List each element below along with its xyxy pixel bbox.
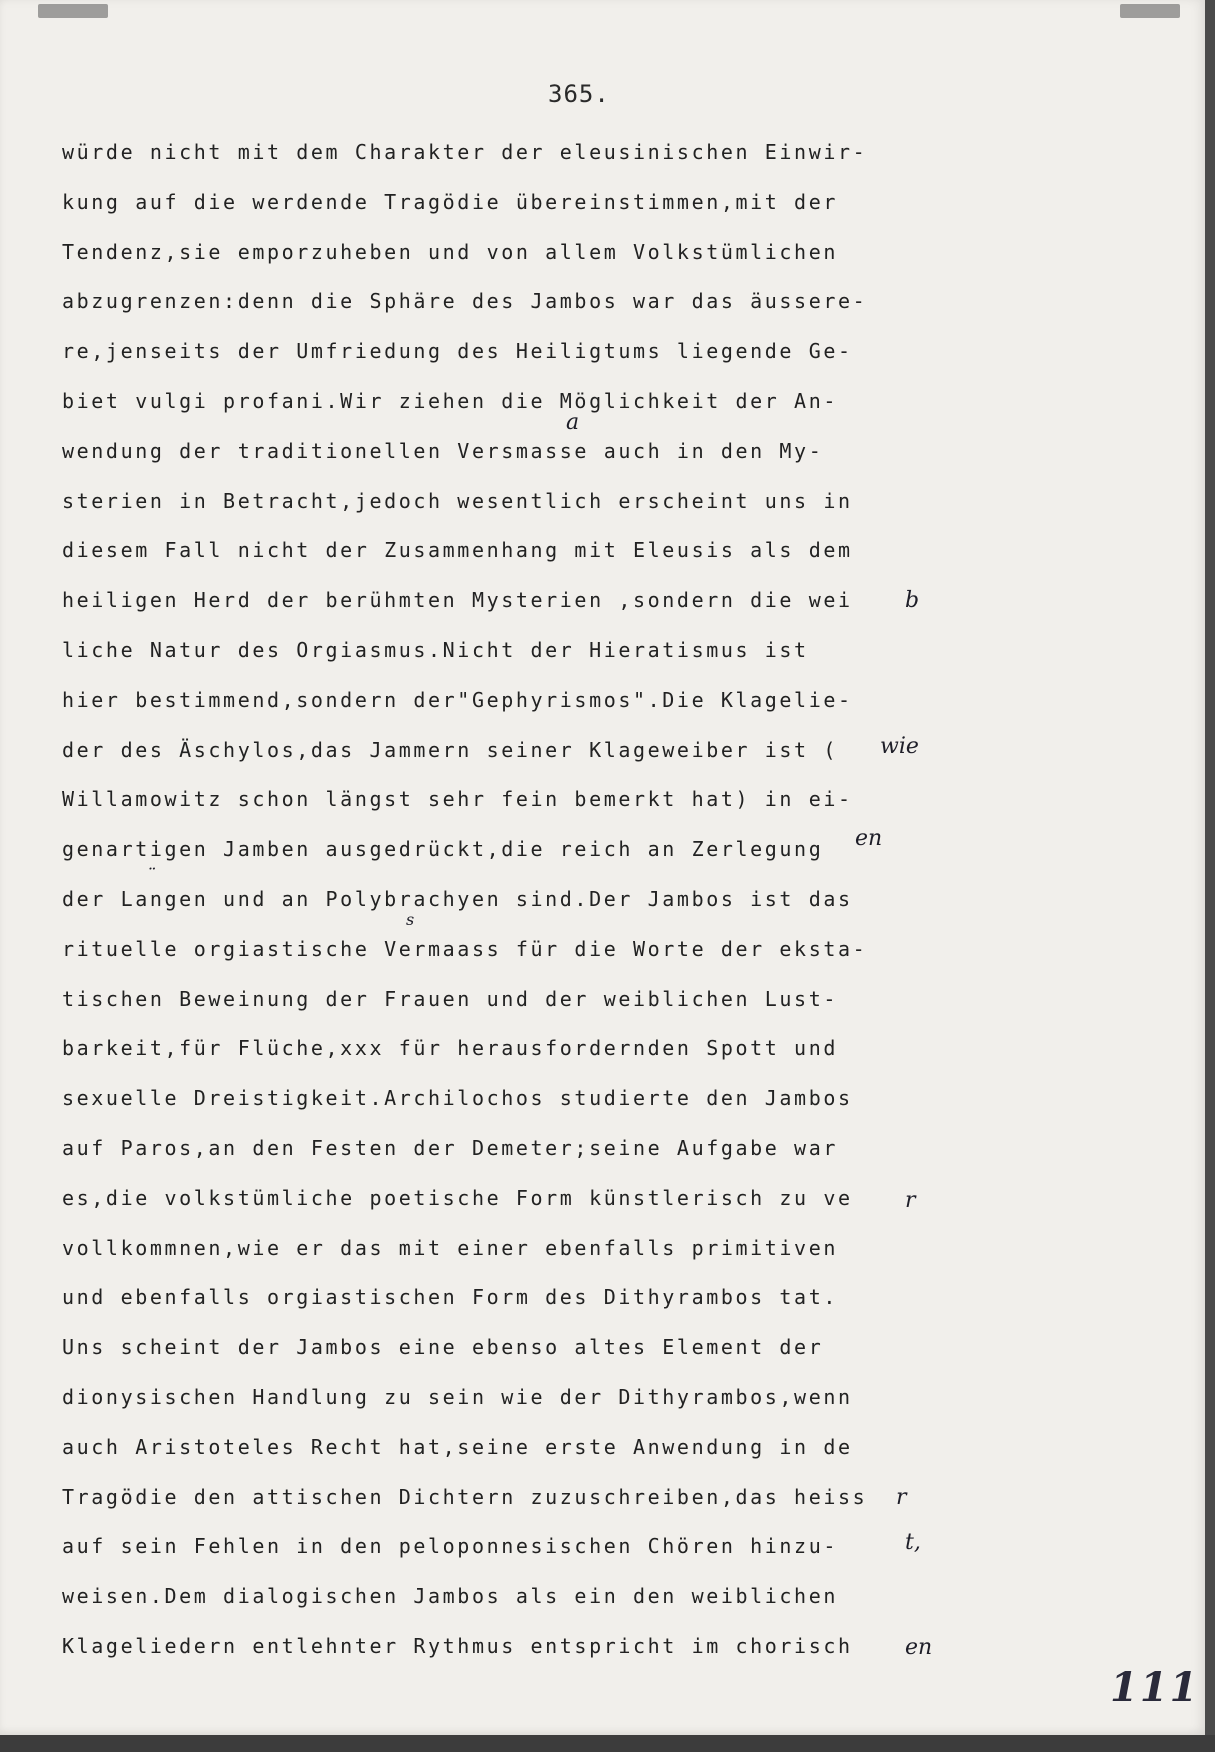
text-line: barkeit,für Flüche,xxx für herausfordernden Spott und xyxy=(62,1036,838,1061)
text-line: hier bestimmend,sondern der"Gephyrismos".Die Klagelie- xyxy=(62,687,853,712)
text-line: Klageliedern entlehnter Rythmus entspricht im chorisch xyxy=(62,1633,853,1658)
text-line: sexuelle Dreistigkeit.Archilochos studierte den Jambos xyxy=(62,1086,853,1111)
handwritten-correction: a xyxy=(566,410,580,435)
text-line: rituelle orgiastische Vermaass für die Worte der eksta- xyxy=(62,936,868,961)
handwritten-correction: r xyxy=(896,1485,907,1510)
handwritten-correction: t, xyxy=(905,1530,921,1555)
text-line: weisen.Dem dialogischen Jambos als ein den weiblichen xyxy=(62,1584,838,1609)
handwritten-correction: en xyxy=(905,1635,933,1660)
page-number: 365. xyxy=(548,80,610,108)
handwritten-correction: b xyxy=(905,588,920,613)
text-line: Uns scheint der Jambos eine ebenso altes Element der xyxy=(62,1335,824,1360)
text-line: sterien in Betracht,jedoch wesentlich erscheint uns in xyxy=(62,488,853,513)
text-line: Tragödie den attischen Dichtern zuzuschreiben,das heiss xyxy=(62,1484,868,1509)
text-line: diesem Fall nicht der Zusammenhang mit Eleusis als dem xyxy=(62,538,853,563)
text-line: liche Natur des Orgiasmus.Nicht der Hieratismus ist xyxy=(62,637,809,662)
text-line: tischen Beweinung der Frauen und der weiblichen Lust- xyxy=(62,986,838,1011)
text-line: der Langen und an Polybrachyen sind.Der Jambos ist das xyxy=(62,886,853,911)
text-line: biet vulgi profani.Wir ziehen die Möglichkeit der An- xyxy=(62,388,838,413)
text-line: Tendenz,sie emporzuheben und von allem Volkstümlichen xyxy=(62,239,838,264)
archive-folio-number: 111 xyxy=(1110,1664,1200,1711)
handwritten-correction: r xyxy=(905,1188,916,1213)
text-line: wendung der traditionellen Versmasse auch in den My- xyxy=(62,438,824,463)
text-line: es,die volkstümliche poetische Form künstlerisch zu ve xyxy=(62,1185,853,1210)
text-line: abzugrenzen:denn die Sphäre des Jambos war das äussere- xyxy=(62,289,868,314)
text-line: kung auf die werdende Tragödie übereinstimmen,mit der xyxy=(62,189,838,214)
text-line: auf sein Fehlen in den peloponnesischen Chören hinzu- xyxy=(62,1534,838,1559)
text-line: dionysischen Handlung zu sein wie der Dithyrambos,wenn xyxy=(62,1384,853,1409)
text-line: auf Paros,an den Festen der Demeter;seine Aufgabe war xyxy=(62,1135,838,1160)
text-line: vollkommnen,wie er das mit einer ebenfalls primitiven xyxy=(62,1235,838,1260)
handwritten-correction: ¨ xyxy=(146,865,155,886)
handwritten-correction: en xyxy=(855,826,883,851)
handwritten-correction: wie xyxy=(880,734,919,759)
scan-background xyxy=(0,1735,1215,1752)
typed-body-text xyxy=(62,128,932,1672)
text-line: genartigen Jamben ausgedrückt,die reich an Zerlegung xyxy=(62,837,824,862)
text-line: und ebenfalls orgiastischen Form des Dithyrambos tat. xyxy=(62,1285,838,1310)
text-line: heiligen Herd der berühmten Mysterien ,sondern die wei xyxy=(62,588,853,613)
text-line: würde nicht mit dem Charakter der eleusinischen Einwir- xyxy=(62,140,868,164)
text-line: re,jenseits der Umfriedung des Heiligtums liegende Ge- xyxy=(62,339,853,364)
scan-edge-mark xyxy=(38,4,108,18)
text-line: der des Äschylos,das Jammern seiner Klageweiber ist ( xyxy=(62,737,838,762)
handwritten-correction: s xyxy=(406,910,415,929)
scan-background xyxy=(1205,0,1215,1752)
scan-edge-mark xyxy=(1120,4,1180,18)
text-line: auch Aristoteles Recht hat,seine erste Anwendung in de xyxy=(62,1434,853,1459)
text-line: Willamowitz schon längst sehr fein bemerkt hat) in ei- xyxy=(62,787,853,812)
